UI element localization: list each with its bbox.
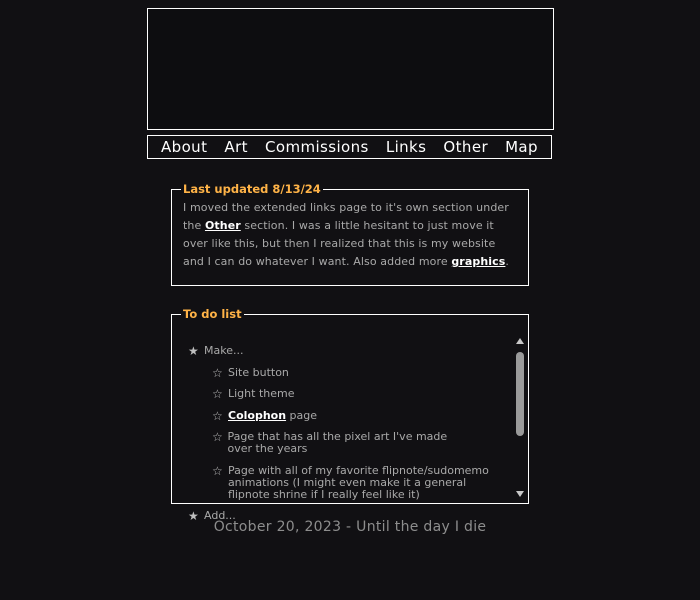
list-item: ☆ Site button xyxy=(212,366,289,380)
list-item: ☆ Light theme xyxy=(212,387,295,401)
list-item: ★ Make... xyxy=(188,344,244,358)
list-item: ★ Add... xyxy=(188,509,236,523)
scrollbar-thumb[interactable] xyxy=(516,352,524,436)
other-link[interactable]: Other xyxy=(204,219,241,232)
star-outline-icon: ☆ xyxy=(212,387,223,401)
list-item: ☆ Page with all of my favorite flipnote/sudomemo animations (I might even make it a general flipnote shrine if I really feel like it) xyxy=(212,464,489,501)
star-outline-icon: ☆ xyxy=(212,366,223,380)
graphics-link[interactable]: graphics xyxy=(451,255,506,268)
star-outline-icon: ☆ xyxy=(212,430,223,444)
nav-commissions[interactable]: Commissions xyxy=(265,138,369,156)
todo-scrollbar[interactable] xyxy=(514,334,526,501)
scroll-down-arrow-icon[interactable] xyxy=(516,491,524,497)
last-updated-text: I moved the extended links page to it's own section under the Other section. I was a little hesitant to just move it over like this, but then I realized that this is my website and I can do whatever I want. Also added more graphics. xyxy=(183,201,510,268)
last-updated-title: Last updated 8/13/24 xyxy=(183,182,321,196)
list-item: ☆ Page that has all the pixel art I've made over the years xyxy=(212,430,448,455)
todo-scroll-area[interactable] xyxy=(172,332,528,523)
star-outline-icon: ☆ xyxy=(212,464,223,478)
last-updated-box xyxy=(171,183,529,286)
filled-star-icon: ★ xyxy=(188,344,199,358)
nav-map[interactable]: Map xyxy=(505,138,538,156)
scroll-up-arrow-icon[interactable] xyxy=(516,338,524,344)
todo-box xyxy=(171,307,529,523)
nav-about[interactable]: About xyxy=(161,138,208,156)
filled-star-icon: ★ xyxy=(188,509,199,523)
colophon-link[interactable]: Colophon xyxy=(228,409,287,422)
list-item: ☆ Colophon page xyxy=(212,409,318,423)
star-outline-icon: ☆ xyxy=(212,409,223,423)
main-nav xyxy=(147,135,552,159)
nav-links[interactable]: Links xyxy=(385,138,427,156)
footer-text: October 20, 2023 - Until the day I die xyxy=(213,519,487,535)
header-banner xyxy=(147,8,554,130)
nav-art[interactable]: Art xyxy=(224,138,248,156)
nav-other[interactable]: Other xyxy=(443,138,489,156)
todo-title: To do list xyxy=(183,307,242,321)
